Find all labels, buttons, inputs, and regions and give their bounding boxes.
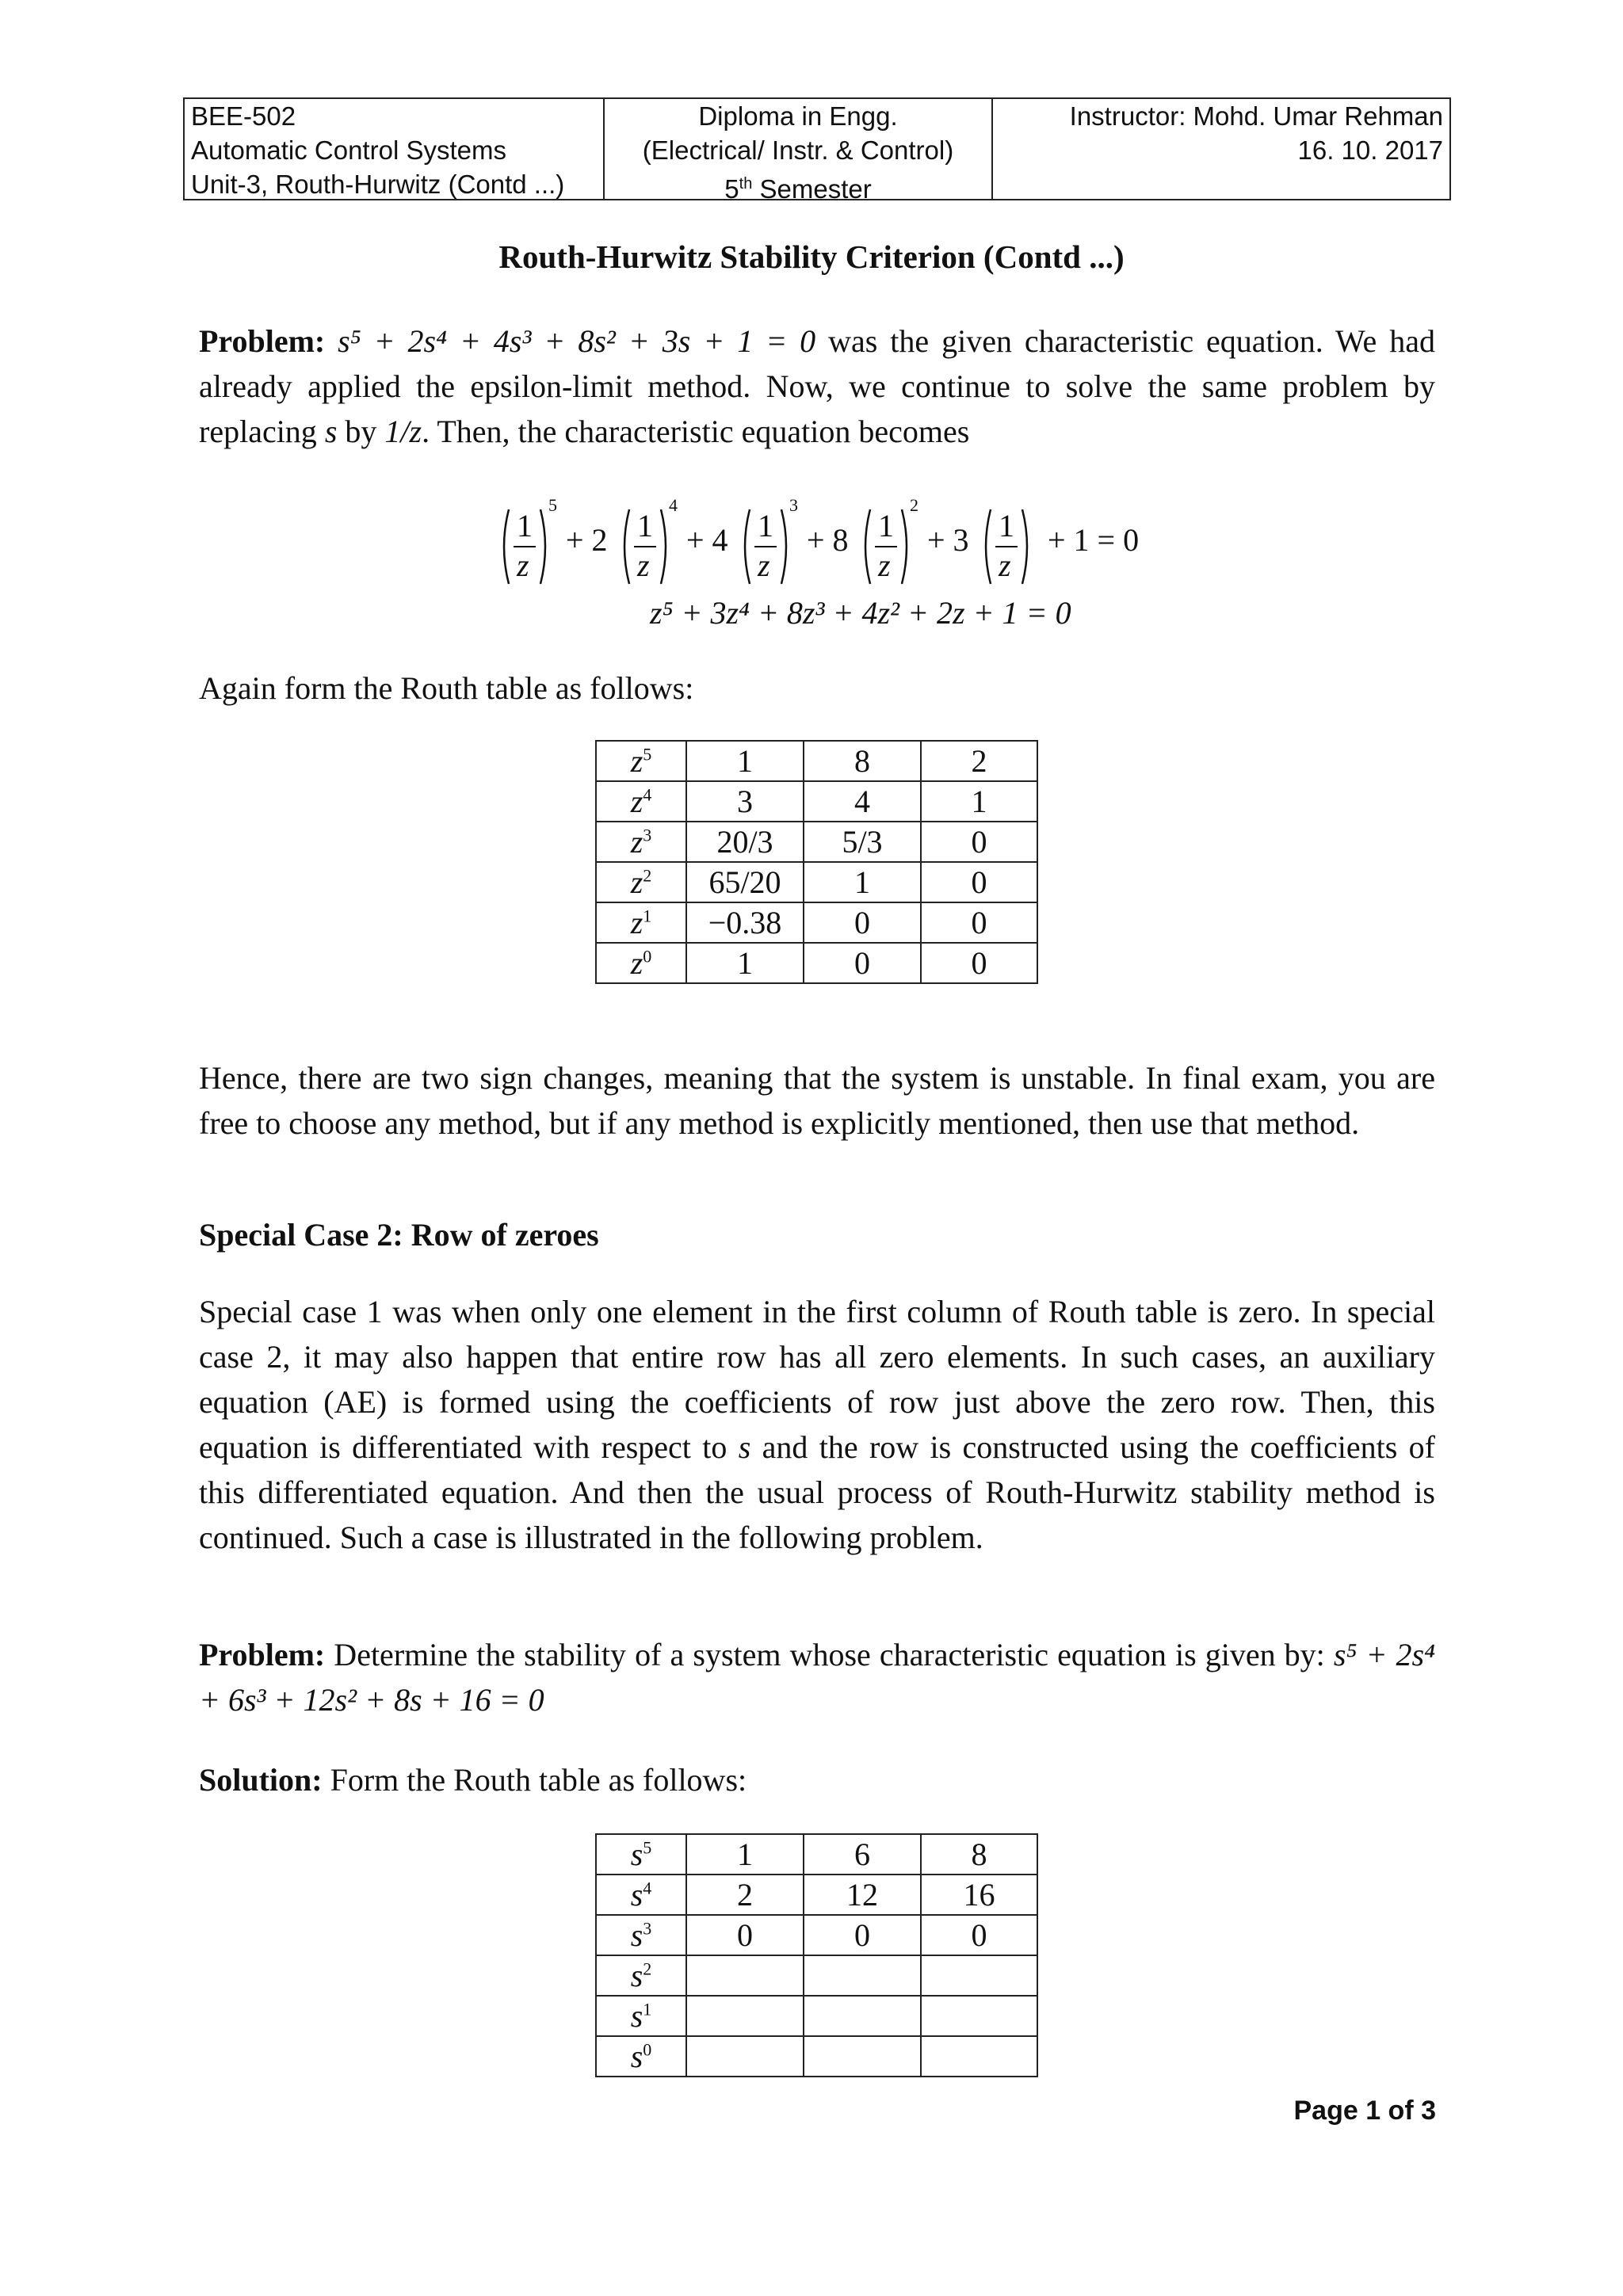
row-variable: s [630, 1998, 643, 2034]
program-branch: (Electrical/ Instr. & Control) [642, 135, 954, 165]
row-power: 5 [643, 1837, 652, 1858]
program-name: Diploma in Engg. [698, 101, 898, 131]
row-label [596, 781, 686, 822]
table-cell: 0 [921, 943, 1037, 983]
row-variable: z [630, 824, 643, 860]
instructor-info [993, 99, 1449, 199]
variable-s: s [738, 1429, 751, 1465]
routh-table-2-row-3 [596, 1915, 1037, 1955]
routh-table-2-row-5 [596, 1834, 1037, 1875]
row-power: 2 [643, 1958, 652, 1979]
solution-text: Form the Routh table as follows: [322, 1762, 747, 1798]
right-paren [1022, 509, 1027, 584]
fraction-numerator: 1 [999, 508, 1014, 543]
unit-name: Unit-3, Routh-Hurwitz (Contd ...) [191, 170, 565, 199]
table-cell: 8 [804, 741, 921, 781]
row-power: 3 [643, 1918, 652, 1939]
problem-2-label: Problem: [199, 1637, 326, 1672]
row-power: 0 [643, 2039, 652, 2060]
row-label [596, 1875, 686, 1915]
row-power: 1 [643, 906, 652, 926]
fraction-numerator: 1 [758, 508, 773, 543]
table-cell [686, 1996, 804, 2036]
left-paren [986, 509, 991, 584]
solution-paragraph [199, 1757, 1435, 1802]
semester-ordinal: th [739, 175, 753, 193]
table-cell: 65/20 [686, 862, 804, 902]
table-cell: 1 [686, 943, 804, 983]
routh-table-1-row-2 [596, 862, 1037, 902]
routh-table-2-row-1 [596, 1996, 1037, 2036]
left-paren [865, 509, 870, 584]
routh-table-1-row-4 [596, 781, 1037, 822]
table-cell: 0 [804, 943, 921, 983]
row-label [596, 1996, 686, 2036]
table-cell: 2 [686, 1875, 804, 1915]
table-cell: 0 [804, 1915, 921, 1955]
row-label [596, 1915, 686, 1955]
row-power: 4 [643, 784, 652, 805]
table-cell: 16 [921, 1875, 1037, 1915]
exponent: 3 [789, 495, 798, 515]
variable-s: s [324, 414, 338, 449]
table-cell: 5/3 [804, 822, 921, 862]
row-power: 5 [643, 744, 652, 765]
table-cell [804, 1996, 921, 2036]
table-cell [921, 2036, 1037, 2077]
routh-table-2-row-0 [596, 2036, 1037, 2077]
problem-2-equation: s⁵ + 2s⁴ + 6s³ + 12s² + 8s + 16 = 0 [199, 1637, 1436, 1718]
problem-2-text: Determine the stability of a system whose characteristic equation is given by: [325, 1637, 1334, 1672]
row-power: 4 [643, 1878, 652, 1898]
table-cell: 0 [686, 1915, 804, 1955]
table-cell: 3 [686, 781, 804, 822]
coefficient: + 3 [927, 522, 969, 558]
routh-table-1-row-0 [596, 943, 1037, 983]
fraction-denominator: z [517, 547, 529, 583]
row-variable: s [630, 1958, 643, 1993]
right-paren [661, 509, 666, 584]
problem-1-text-end: . Then, the characteristic equation becomes [422, 414, 970, 449]
routh-table-2 [595, 1833, 1038, 2077]
row-power: 2 [643, 865, 652, 886]
fraction-numerator: 1 [517, 508, 533, 543]
fraction-denominator: z [999, 547, 1011, 583]
table-cell: 20/3 [686, 822, 804, 862]
row-variable: z [630, 864, 643, 900]
instructor-name: Instructor: Mohd. Umar Rehman [1069, 101, 1443, 131]
table-cell: 8 [921, 1834, 1037, 1875]
fraction-denominator: z [758, 547, 770, 583]
semester-number: 5 [724, 174, 739, 204]
table-cell: 1 [804, 862, 921, 902]
course-name: Automatic Control Systems [191, 135, 506, 165]
row-variable: z [630, 905, 643, 940]
exponent: 4 [669, 495, 678, 515]
table-cell: 0 [921, 822, 1037, 862]
table-cell: 1 [686, 1834, 804, 1875]
right-paren [540, 509, 545, 584]
row-variable: s [630, 1836, 643, 1872]
problem-1-text-by: by [337, 414, 385, 449]
coefficient: + 4 [686, 522, 728, 558]
table-cell [804, 2036, 921, 2077]
table-cell: 6 [804, 1834, 921, 1875]
problem-1-equation: s⁵ + 2s⁴ + 4s³ + 8s² + 3s + 1 = 0 [338, 323, 816, 359]
semester [611, 167, 985, 206]
again-text: Again form the Routh table as follows: [199, 670, 694, 706]
equation-in-z: z⁵ + 3z⁴ + 8z³ + 4z² + 2z + 1 = 0 [650, 595, 1071, 631]
page-title: Routh-Hurwitz Stability Criterion (Contd ...) [498, 238, 1125, 275]
special-case-text-end: and the row is constructed using the coefficients of this differentiated equation. And then the usual process of Routh-Hurwitz stability method is continued. Such a case is illustrated in the following problem. [199, 1429, 1436, 1555]
fraction-denominator: z [637, 547, 650, 583]
page-number: Page 1 of 3 [1293, 2096, 1436, 2126]
row-power: 0 [643, 946, 652, 967]
left-paren [745, 509, 750, 584]
special-case-text: Special case 1 was when only one element in the first column of Routh table is zero. In special case 2, it may also happen that entire row has all zero elements. In such cases, an auxiliary equation (AE) is formed using the coefficients of row just above the zero row. Then, this equation is differentiated with respect to [199, 1294, 1435, 1465]
course-code: BEE-502 [191, 101, 296, 131]
fraction-numerator: 1 [637, 508, 653, 543]
hence-paragraph: Hence, there are two sign changes, meaning that the system is unstable. In final exam, you are free to choose any method, but if any method is explicitly mentioned, then use that method. [199, 1060, 1435, 1141]
table-cell: 0 [921, 902, 1037, 943]
table-cell [921, 1996, 1037, 2036]
row-variable: z [630, 784, 643, 819]
problem-1-text: was the given characteristic equation. We had already applied the epsilon-limit method. Now, we continue to solve the same problem by replacing [199, 323, 1435, 449]
program-info [605, 99, 993, 204]
course-info [185, 99, 605, 199]
row-label [596, 741, 686, 781]
special-case-paragraph [199, 1289, 1435, 1560]
routh-table-1-row-1 [596, 902, 1037, 943]
row-label [596, 943, 686, 983]
table-cell [804, 1955, 921, 1996]
coefficient: + 8 [807, 522, 849, 558]
row-label [596, 862, 686, 902]
row-label [596, 902, 686, 943]
routh-table-1 [595, 740, 1038, 984]
table-cell [921, 1955, 1037, 1996]
right-paren [902, 509, 907, 584]
routh-table-1-row-3 [596, 822, 1037, 862]
equation-in-1-over-z [491, 487, 1157, 598]
row-label [596, 822, 686, 862]
table-cell: 0 [804, 902, 921, 943]
row-power: 1 [643, 1999, 652, 2019]
table-cell: 4 [804, 781, 921, 822]
exponent: 2 [910, 495, 918, 515]
fraction-numerator: 1 [878, 508, 894, 543]
table-cell: 12 [804, 1875, 921, 1915]
row-variable: z [630, 945, 643, 981]
problem-1-label: Problem: [199, 323, 326, 359]
table-cell: −0.38 [686, 902, 804, 943]
table-cell [686, 1955, 804, 1996]
semester-word: Semester [752, 174, 872, 204]
document-header [183, 97, 1451, 204]
right-paren [781, 509, 786, 584]
table-cell: 0 [921, 862, 1037, 902]
row-label [596, 1834, 686, 1875]
problem-2-paragraph [199, 1632, 1435, 1722]
solution-label: Solution: [199, 1762, 323, 1798]
coefficient: + 2 [566, 522, 608, 558]
table-cell: 0 [921, 1915, 1037, 1955]
document-date: 16. 10. 2017 [1297, 135, 1443, 165]
routh-table-2-row-2 [596, 1955, 1037, 1996]
exponent: 5 [548, 495, 557, 515]
routh-table-1-row-5 [596, 741, 1037, 781]
row-power: 3 [643, 825, 652, 845]
row-label [596, 2036, 686, 2077]
row-variable: z [630, 743, 643, 779]
substitution: 1/z [384, 414, 422, 449]
row-variable: s [630, 2039, 643, 2074]
row-label [596, 1955, 686, 1996]
row-variable: s [630, 1917, 643, 1953]
fraction-denominator: z [878, 547, 891, 583]
table-cell: 2 [921, 741, 1037, 781]
left-paren [624, 509, 629, 584]
table-cell [686, 2036, 804, 2077]
left-paren [504, 509, 509, 584]
equation-tail: + 1 = 0 [1048, 522, 1140, 558]
table-cell: 1 [686, 741, 804, 781]
special-case-heading: Special Case 2: Row of zeroes [199, 1217, 599, 1253]
routh-table-2-row-4 [596, 1875, 1037, 1915]
problem-1-paragraph [199, 318, 1435, 454]
row-variable: s [630, 1877, 643, 1913]
table-cell: 1 [921, 781, 1037, 822]
